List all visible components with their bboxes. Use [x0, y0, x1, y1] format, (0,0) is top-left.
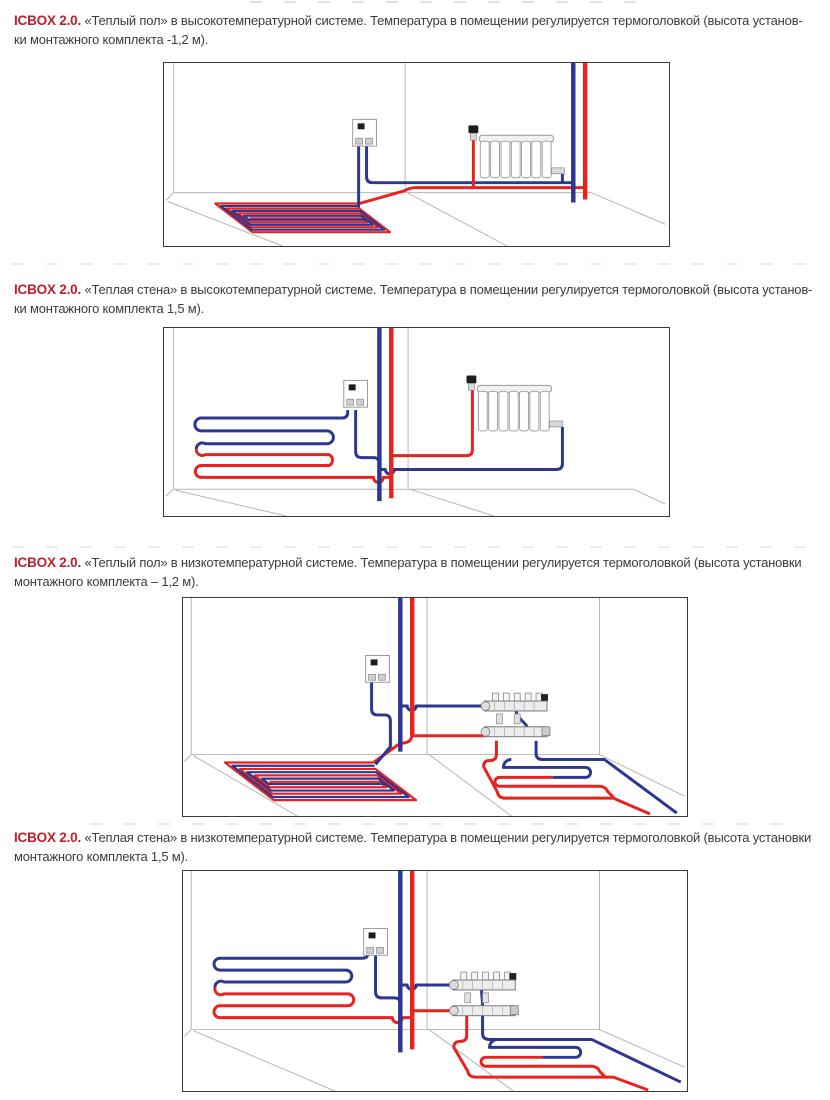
radiator: [468, 125, 564, 177]
icbox-loop-pipe: [372, 681, 391, 764]
room-line: [634, 489, 666, 504]
icbox-wall-unit: [344, 380, 368, 407]
radiator-section: [499, 391, 508, 431]
room-line: [193, 756, 297, 816]
valve-fitting-icon: [367, 947, 374, 953]
heading-text-line1: «Теплая стена» в низкотемпературной системе. Температура в помещении регулируется термоголовкой (высота установки: [84, 830, 812, 845]
floor-coil-mid-supply: [481, 1057, 605, 1077]
cropped-text-artifact: [12, 546, 822, 548]
brand-label: ICBOX 2.0.: [14, 830, 82, 845]
section-heading-4: [14, 828, 820, 866]
heading-text-line1: «Теплая стена» в высокотемпературной системе. Температура в помещении регулируется термоголовкой (высота установ-: [84, 282, 813, 297]
valve-fitting-icon: [377, 947, 384, 953]
section-heading-2: [14, 280, 820, 318]
radiator: [466, 375, 562, 430]
room-line: [591, 193, 665, 225]
manifold-return-bar: [453, 1006, 515, 1016]
diagram-warm-wall-high-temp: [164, 328, 669, 516]
valve-fitting-icon: [356, 138, 363, 144]
valve-fitting-icon: [347, 399, 354, 405]
radiator-supply-pipe: [391, 390, 472, 455]
room-line: [410, 489, 494, 516]
wall-coil-supply-pipe: [195, 449, 391, 482]
brand-label: ICBOX 2.0.: [14, 282, 82, 297]
heading-text-line1: «Теплый пол» в высокотемпературной системе. Температура в помещении регулируется термоголовкой (высота установ-: [84, 13, 803, 28]
cropped-text-artifact: [250, 1, 650, 3]
diagram-panel-1: [163, 62, 670, 247]
radiator-section: [542, 141, 551, 178]
manifold-supply-bar: [453, 980, 515, 990]
room-line: [166, 489, 174, 496]
room-line: [407, 193, 507, 246]
manifold-supply-bar: [485, 701, 547, 711]
heading-text-line2: монтажного комплекта 1,5 м).: [14, 849, 189, 864]
radiator-section: [540, 391, 549, 431]
section-heading-3: [14, 553, 820, 591]
diagram-panel-2: [163, 327, 670, 517]
manifold-valve-cap-icon: [483, 972, 489, 980]
room-line: [184, 1030, 191, 1037]
valve-body-icon: [470, 133, 476, 140]
distribution-manifold: [481, 693, 550, 737]
return-fitting-icon: [550, 421, 563, 427]
diagram-panel-4: [182, 870, 688, 1092]
cropped-text-artifact: [12, 263, 822, 265]
icbox-return-pipe: [356, 410, 380, 463]
wall-coil-supply-pipe: [214, 987, 412, 1022]
brand-label: ICBOX 2.0.: [14, 13, 82, 28]
heading-text-line2: ки монтажного комплекта -1,2 м).: [14, 32, 209, 47]
manifold-return-bar: [485, 727, 547, 737]
valve-fitting-icon: [357, 399, 364, 405]
icbox-return-pipe: [376, 954, 401, 1004]
diagram-panel-3: [182, 597, 688, 817]
room-line: [166, 193, 174, 201]
return-fitting-icon: [552, 168, 565, 174]
manifold-valve-cap-icon: [525, 693, 531, 701]
radiator-section: [501, 141, 510, 178]
floor-coil-mid-return: [503, 760, 590, 778]
thermo-head-icon: [349, 384, 356, 390]
floor-coil-mid-return: [490, 1039, 581, 1057]
manifold-valve-cap-icon: [461, 972, 467, 980]
manifold-valve-cap-icon: [493, 972, 499, 980]
room-line: [176, 490, 287, 516]
manifold-supply-line: [400, 985, 453, 989]
valve-body-icon: [468, 383, 474, 390]
thermo-head-icon: [369, 932, 376, 938]
air-vent-icon: [541, 694, 548, 701]
radiator-section: [532, 141, 541, 178]
radiator-section: [480, 141, 489, 178]
manifold-valve-cap-icon: [514, 693, 520, 701]
heading-text-line1: «Теплый пол» в низкотемпературной системе. Температура в помещении регулируется термоголовкой (высота установки: [84, 555, 802, 570]
diagram-warm-wall-low-temp: [183, 871, 687, 1091]
diagram-warm-floor-high-temp: [164, 63, 669, 246]
heading-text-line2: монтажного комплекта – 1,2 м).: [14, 574, 199, 589]
cropped-text-artifact: [90, 823, 790, 825]
thermo-head-icon: [358, 123, 365, 129]
valve-fitting-icon: [379, 674, 386, 680]
icbox-wall-unit: [364, 928, 388, 955]
distribution-manifold: [449, 972, 518, 1016]
radiator-section: [489, 391, 498, 431]
thermostatic-head-icon: [468, 125, 478, 133]
valve-fitting-icon: [366, 138, 373, 144]
wall-coil-return-pipe: [195, 410, 348, 449]
room-line: [193, 1031, 335, 1091]
icbox-wall-unit: [353, 119, 377, 146]
radiator-section: [509, 391, 518, 431]
thermostatic-head-icon: [466, 375, 476, 383]
supply-pipe: [360, 188, 586, 204]
heading-text-line2: ки монтажного комплекта 1,5 м).: [14, 301, 205, 316]
icbox-wall-unit: [366, 655, 390, 682]
radiator-section: [478, 391, 487, 431]
room-line: [599, 755, 684, 797]
manifold-valve-cap-icon: [472, 972, 478, 980]
radiator-section: [520, 391, 529, 431]
section-heading-1: [14, 11, 820, 49]
brand-label: ICBOX 2.0.: [14, 555, 82, 570]
wall-coil-return-pipe: [214, 954, 368, 987]
manifold-valve-cap-icon: [503, 693, 509, 701]
radiator-section: [522, 141, 531, 178]
manifold-valve-cap-icon: [492, 693, 498, 701]
room-line: [184, 755, 191, 762]
radiator-section: [511, 141, 520, 178]
radiator-section: [491, 141, 500, 178]
floor-coil-mid-supply: [495, 777, 613, 797]
air-vent-icon: [509, 973, 516, 980]
radiator-section: [530, 391, 539, 431]
valve-fitting-icon: [369, 674, 376, 680]
diagram-warm-floor-low-temp: [183, 598, 687, 816]
thermo-head-icon: [371, 659, 378, 665]
